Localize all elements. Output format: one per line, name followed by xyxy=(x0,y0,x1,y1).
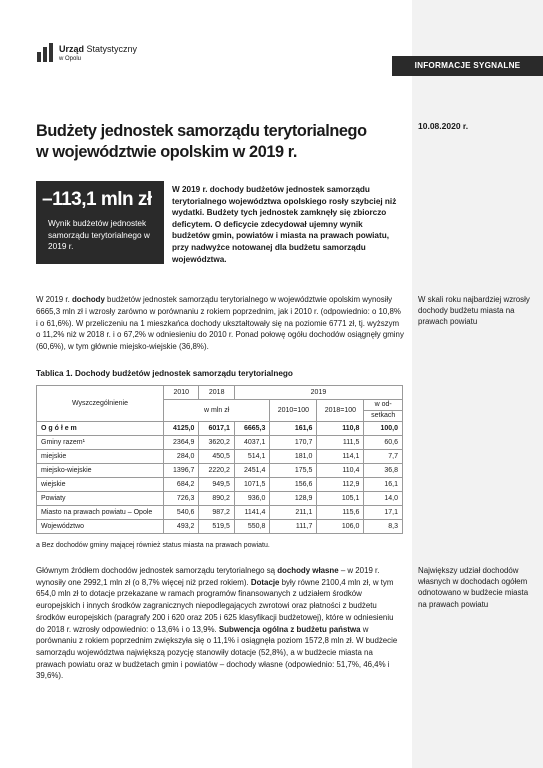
table-cell: 519,5 xyxy=(199,520,234,534)
table-cell: 2364,9 xyxy=(164,436,199,450)
row-label: miejsko-wiejskie xyxy=(37,464,164,478)
table-cell: 17,1 xyxy=(364,506,403,520)
table-cell: 987,2 xyxy=(199,506,234,520)
table-footnote: a Bez dochodów gminy mającej również status miasta na prawach powiatu. xyxy=(36,542,270,549)
table-cell: 1071,5 xyxy=(234,478,269,492)
table-cell: 2451,4 xyxy=(234,464,269,478)
table-cell: 3620,2 xyxy=(199,436,234,450)
table-cell: 1396,7 xyxy=(164,464,199,478)
table-cell: 16,1 xyxy=(364,478,403,492)
row-label: wiejskie xyxy=(37,478,164,492)
year-2018-header: 2018 xyxy=(199,386,234,400)
table-cell: 540,6 xyxy=(164,506,199,520)
table-cell: 6665,3 xyxy=(234,422,269,436)
table-row xyxy=(37,492,403,506)
table-cell: 284,0 xyxy=(164,450,199,464)
table-cell: 106,0 xyxy=(317,520,364,534)
unit-header: w mln zł xyxy=(164,400,270,422)
table-cell: 170,7 xyxy=(270,436,317,450)
table-cell: 181,0 xyxy=(270,450,317,464)
table-cell: 936,0 xyxy=(234,492,269,506)
table-cell: 4125,0 xyxy=(164,422,199,436)
row-label: Gminy razem¹ xyxy=(37,436,164,450)
right-sidebar xyxy=(412,0,543,768)
kpi-box xyxy=(36,181,164,264)
table-row xyxy=(37,422,403,436)
table-cell: 161,6 xyxy=(270,422,317,436)
table-cell: 100,0 xyxy=(364,422,403,436)
table-cell: 175,5 xyxy=(270,464,317,478)
table-row xyxy=(37,436,403,450)
table-cell: 450,5 xyxy=(199,450,234,464)
table-cell: 493,2 xyxy=(164,520,199,534)
table-cell: 115,6 xyxy=(317,506,364,520)
table-cell: 114,1 xyxy=(317,450,364,464)
table-cell: 105,1 xyxy=(317,492,364,506)
side-note-income-growth: W skali roku najbardziej wzrosły dochody budżetu miasta na prawach powiatu xyxy=(418,295,530,327)
year-2010-header: 2010 xyxy=(164,386,199,400)
table-cell: 550,8 xyxy=(234,520,269,534)
index-2010-header: 2010=100 xyxy=(270,400,317,422)
table-cell: 111,5 xyxy=(317,436,364,450)
table-cell: 890,2 xyxy=(199,492,234,506)
row-label: O g ó ł e m xyxy=(37,422,164,436)
table-cell: 514,1 xyxy=(234,450,269,464)
table-cell: 111,7 xyxy=(270,520,317,534)
table-title: Tablica 1. Dochody budżetów jednostek samorządu terytorialnego xyxy=(36,369,293,378)
table-row xyxy=(37,464,403,478)
table-cell: 949,5 xyxy=(199,478,234,492)
logo-name: Urząd Statystyczny xyxy=(59,44,138,54)
table-cell: 7,7 xyxy=(364,450,403,464)
table-cell: 60,6 xyxy=(364,436,403,450)
table-cell: 8,3 xyxy=(364,520,403,534)
table-head-label: Wyszczególnienie xyxy=(37,386,164,422)
income-sources-paragraph: Głównym źródłem dochodów jednostek samorządu terytorialnego są dochody własne – w 2019 r. wynosiły one 2992,1 mln zł (o 8,7% więcej niż przed rokiem). Dotacje były równe 2100,4 mln zł, w tym 654,0 mln zł to dotacje przekazane w ramach programów finansowanych z udziałem środków europejskich i innych środków zagranicznych niepodlegających zwrotowi oraz płatności z budżetu środków europejskich (paragrafy 200 i 620 oraz 205 i 625 klasyfikacji budżetowej), które w odniesieniu do 2018 r. wzrosły odpowiednio: o 13,6% i o 13,9%. Subwencja ogólna z budżetu państwa w porównaniu z rokiem poprzednim zwiększyła się o 11,1% i osiągnęła poziom 1572,8 mln zł. W budżecie samorządu województwa największą pozycję stanowiły dotacje (52,8%), a w budżecie miasta na prawach powiatu oraz w budżetach gmin i powiatów – dochody własne (odpowiednio: 51,7%, 46,4% i 39,6%). xyxy=(36,566,398,681)
table-cell: 1141,4 xyxy=(234,506,269,520)
table-row xyxy=(37,506,403,520)
table-cell: 110,8 xyxy=(317,422,364,436)
kpi-value: –113,1 mln zł xyxy=(42,189,152,210)
table-cell: 684,2 xyxy=(164,478,199,492)
side-note-own-income: Największy udział dochodów własnych w dochodach ogółem odnotowano w budżecie miasta na prawach powiatu xyxy=(418,566,529,609)
row-label: miejskie xyxy=(37,450,164,464)
row-label: Województwo xyxy=(37,520,164,534)
table-cell: 726,3 xyxy=(164,492,199,506)
table-cell: 156,6 xyxy=(270,478,317,492)
kpi-description: Wynik budżetów jednostek samorządu terytorialnego w 2019 r. xyxy=(48,218,150,251)
table-row xyxy=(37,450,403,464)
logo-mark-icon xyxy=(35,42,55,64)
table-row xyxy=(37,478,403,492)
table-cell: 112,9 xyxy=(317,478,364,492)
publication-type-badge: INFORMACJE SYGNALNE xyxy=(392,56,543,76)
share-header-line2: setkach xyxy=(364,411,403,422)
row-label: Miasto na prawach powiatu – Opole xyxy=(37,506,164,520)
table-row xyxy=(37,520,403,534)
income-table xyxy=(36,385,403,534)
table-cell: 36,8 xyxy=(364,464,403,478)
table-cell: 128,9 xyxy=(270,492,317,506)
logo-location: w Opolu xyxy=(59,56,82,62)
lead-paragraph: W 2019 r. dochody budżetów jednostek samorządu terytorialnego województwa opolskiego rosły szybciej niż wydatki. Budżety tych jednostek zamknęły się zbiorczo deficytem. O deficycie zdecydował ujemny wynik budżetów gmin, powiatów i miasta na prawach powiatu, przy nadwyżce notowanej dla budżetu samorządu województwa. xyxy=(172,185,397,264)
table-cell: 110,4 xyxy=(317,464,364,478)
income-paragraph: W 2019 r. dochody budżetów jednostek samorządu terytorialnego w województwie opolskim wynosiły 6665,3 mln zł i wzrosły zarówno w porównaniu z rokiem poprzednim, jak i 2010 r. (odpowiednio: o 10,8% i o 61,6%). W przeliczeniu na 1 mieszkańca dochody ukształtowały się na poziomie 6771 zł, tj. wyższym o 11,2% niż w 2018 r. i o 67,2% w odniesieniu do 2010 r. Ponad połowę ogółu dochodów osiągnęły gminy (60,6%), w tym głównie miejsko-wiejskie (36,8%). xyxy=(36,295,404,352)
share-header-line1: w od- xyxy=(364,400,403,411)
page-title: Budżety jednostek samorządu terytorialnego w województwie opolskim w 2019 r. xyxy=(36,122,367,161)
row-label: Powiaty xyxy=(37,492,164,506)
table-cell: 6017,1 xyxy=(199,422,234,436)
table-cell: 4037,1 xyxy=(234,436,269,450)
table-cell: 2220,2 xyxy=(199,464,234,478)
table-cell: 211,1 xyxy=(270,506,317,520)
publication-date: 10.08.2020 r. xyxy=(418,121,469,131)
index-2018-header: 2018=100 xyxy=(317,400,364,422)
year-2019-header: 2019 xyxy=(234,386,402,400)
table-cell: 14,0 xyxy=(364,492,403,506)
